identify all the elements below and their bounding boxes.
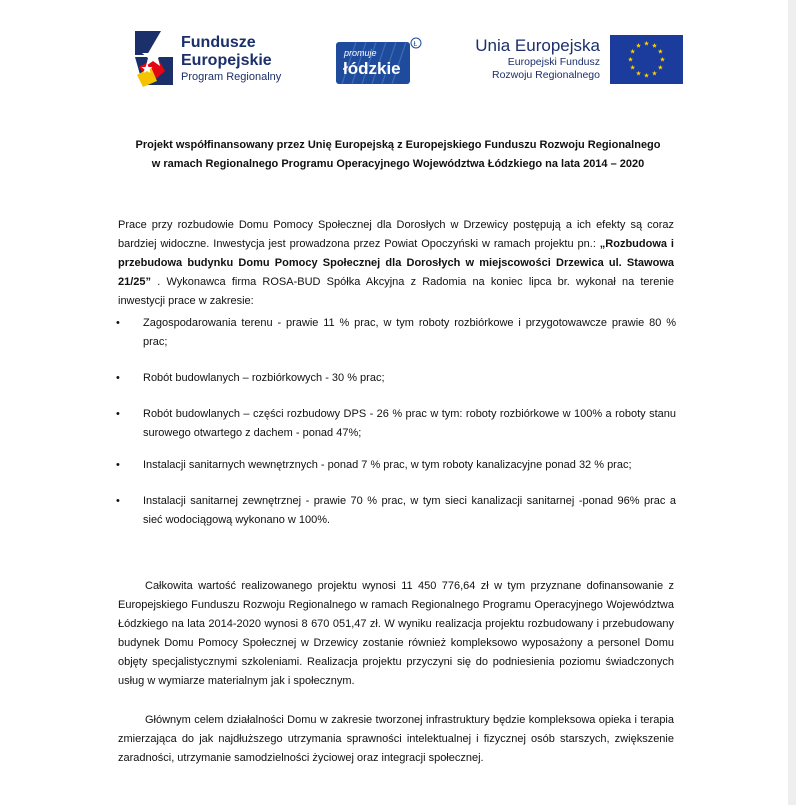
eu-flag-icon [610, 35, 683, 84]
intro-text: Prace przy rozbudowie Domu Pomocy Społecznej dla Dorosłych w Drzewicy postępują a ich efekty są coraz bardziej widoczne. Inwestycja jest prowadzona przez Powiat Opoczyński w ramach projektu pn.: [118, 219, 674, 250]
promuje-lodzkie-logo [336, 36, 422, 86]
fundusze-europejskie-logo [133, 27, 303, 89]
unia-europejska-logo [460, 36, 600, 82]
header-line1: Projekt współfinansowany przez Unię Europejską z Europejskiego Funduszu Rozwoju Regionalnego [135, 139, 661, 151]
project-name: „Rozbudowa i przebudowa budynku Domu Pomocy Społecznej dla Dorosłych w miejscowości Drzewica ul. Stawowa 21/25” [118, 238, 674, 288]
intro-rest: . Wykonawca firma ROSA-BUD Spółka Akcyjna z Radomia na koniec lipca br. wykonał na terenie inwestycji prace w zakresie: [118, 276, 674, 307]
list-item [116, 492, 676, 530]
svg-text:łódzkie: łódzkie [343, 59, 401, 78]
fundusze-europejskie-mark-icon [133, 27, 177, 89]
bullet-marker: • [116, 317, 120, 329]
list-item [116, 456, 676, 475]
ue-line2: Rozwoju Regionalnego [492, 69, 600, 81]
fe-line3: Program Regionalny [181, 71, 282, 83]
funding-paragraph: Całkowita wartość realizowanego projektu wynosi 11 450 776,64 zł w tym przyznane dofinansowanie z Europejskiego Funduszu Rozwoju Regionalnego w ramach Regionalnego Programu Operacyjnego Województwa Łódzkiego na lata 2014-2020 wynosi 8 670 051,47 zł. W wyniku realizacja projektu rozbudowany i przebudowany budynek Domu Pomocy Społecznej w Drzewicy zostanie również kompleksowo wyposażony a personel Domu objęty specjalistycznymi szkoleniami. Realizacja projektu przyczyni się do podniesienia poziomu świadczonych usług w wymiarze materialnym jak i społecznym. [118, 580, 674, 687]
works-list [116, 314, 676, 547]
ue-title: Unia Europejska [475, 36, 600, 55]
bullet-marker: • [116, 495, 120, 507]
goal-paragraph: Głównym celem działalności Domu w zakresie tworzonej infrastruktury będzie kompleksowa opieka i terapia zmierzająca do jak najdłuższego utrzymania sprawności intelektualnej i fizycznej osób starszych, zwiększenie zaradności, utrzymanie samodzielności życiowej oraz integracji społecznej. [118, 714, 674, 764]
list-item-text: Instalacji sanitarnych wewnętrznych - ponad 7 % prac, w tym roboty kanalizacyjne ponad 32 % prac; [143, 459, 632, 471]
header-line2: w ramach Regionalnego Programu Operacyjnego Województwa Łódzkiego na lata 2014 – 2020 [151, 158, 645, 170]
ue-line1: Europejski Fundusz [507, 56, 600, 68]
list-item [116, 369, 676, 388]
bullet-marker: • [116, 408, 120, 420]
fe-line1: Fundusze [181, 34, 256, 51]
list-item-text: Instalacji sanitarnej zewnętrznej - prawie 70 % prac, w tym sieci kanalizacji sanitarnej -ponad 96% prac a sieć wodociągową wykonano w 100%. [143, 495, 676, 526]
svg-text:promuje: promuje [344, 48, 377, 58]
list-item-text: Zagospodarowania terenu - prawie 11 % prac, w tym roboty rozbiórkowe i przygotowawcze prawie 80 % prac; [143, 317, 676, 348]
list-item-text: Robót budowlanych – rozbiórkowych - 30 % prac; [143, 372, 385, 384]
window-edge [788, 0, 796, 805]
fe-line2: Europejskie [181, 52, 272, 69]
bullet-marker: • [116, 459, 120, 471]
svg-text:Ł: Ł [413, 41, 418, 48]
project-header [108, 136, 688, 174]
list-item [116, 405, 676, 443]
list-item [116, 314, 676, 352]
intro-paragraph [118, 216, 674, 311]
bullet-marker: • [116, 372, 120, 384]
list-item-text: Robót budowlanych – części rozbudowy DPS - 26 % prac w tym: roboty rozbiórkowe w 100% a roboty stanu surowego otwartego z dachem - ponad 47%; [143, 408, 676, 439]
